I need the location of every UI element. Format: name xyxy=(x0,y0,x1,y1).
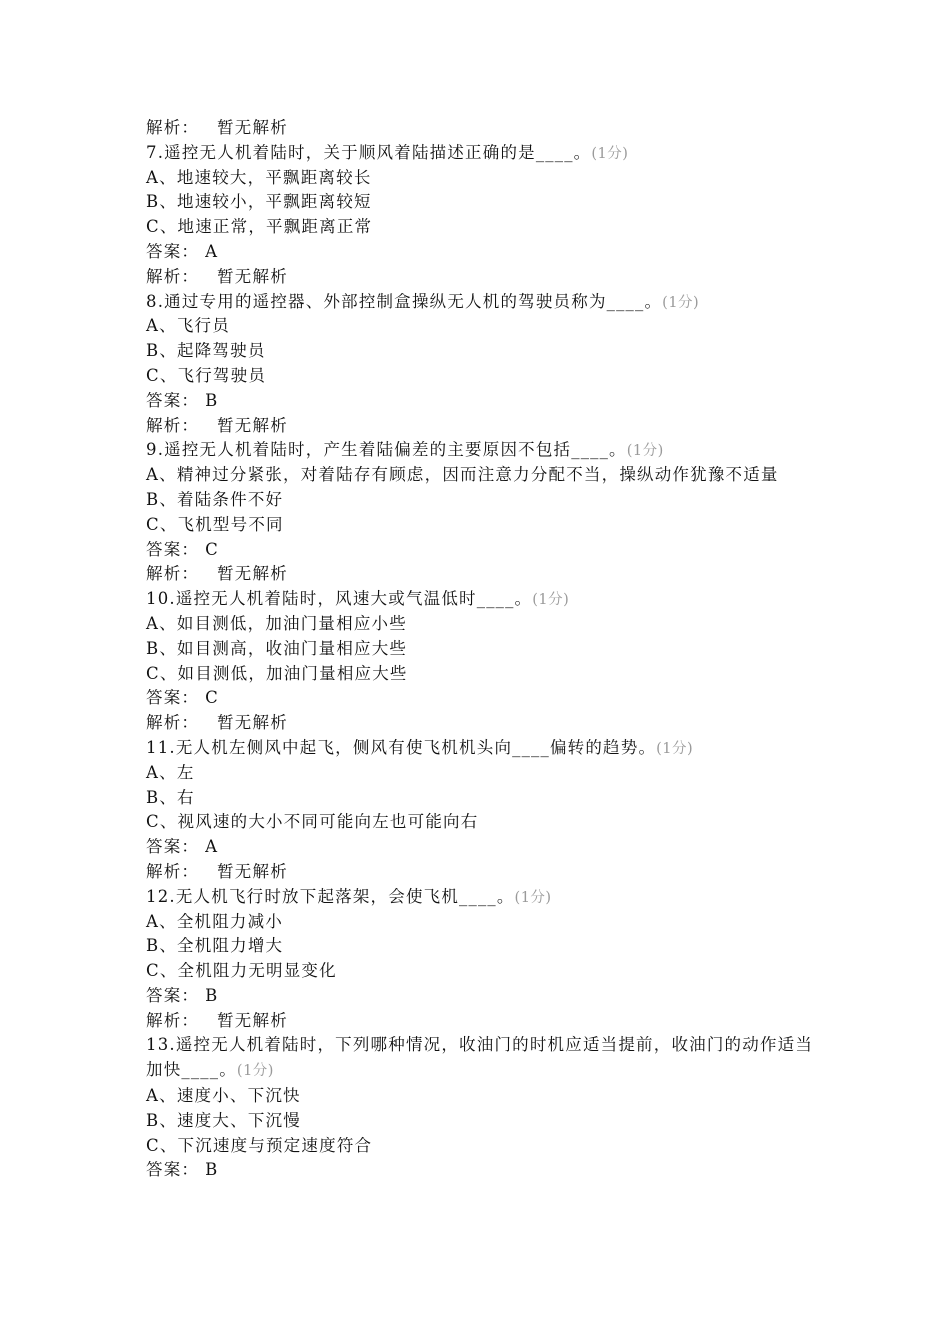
correct-answer xyxy=(146,538,816,563)
question-stem: 11.无人机左侧风中起飞，侧风有使飞机机头向____偏转的趋势。 xyxy=(146,737,657,757)
question-score: (1分) xyxy=(236,1063,274,1080)
answer-option: C、飞行驾驶员 xyxy=(146,365,267,385)
analysis-value: 暂无解析 xyxy=(217,713,288,733)
answer-option: A、全机阻力减小 xyxy=(146,911,284,931)
answer-label: 答案： xyxy=(146,1160,200,1180)
answer-option: B、着陆条件不好 xyxy=(146,489,284,509)
analysis-value: 暂无解析 xyxy=(217,861,288,881)
question-score: (1分) xyxy=(591,145,629,162)
answer-value: C xyxy=(205,688,219,708)
question-stem: 7.遥控无人机着陆时，关于顺风着陆描述正确的是____。 xyxy=(146,142,592,162)
answer-option: C、飞机型号不同 xyxy=(146,514,284,534)
analysis-value: 暂无解析 xyxy=(217,266,288,286)
analysis-value: 暂无解析 xyxy=(217,1010,288,1030)
analysis xyxy=(146,562,816,587)
question-score: (1分) xyxy=(662,294,700,311)
analysis-value: 暂无解析 xyxy=(217,564,288,584)
question-text xyxy=(146,885,816,910)
answer-value: A xyxy=(205,241,219,261)
analysis-label: 解析： xyxy=(146,266,200,286)
answer-label: 答案： xyxy=(146,241,200,261)
question-text xyxy=(146,736,816,761)
answer-option: C、视风速的大小不同可能向左也可能向右 xyxy=(146,812,479,832)
analysis xyxy=(146,116,816,141)
analysis xyxy=(146,414,816,439)
correct-answer xyxy=(146,835,816,860)
analysis xyxy=(146,1009,816,1034)
correct-answer xyxy=(146,389,816,414)
analysis-label: 解析： xyxy=(146,861,200,881)
question-text xyxy=(146,141,816,166)
correct-answer xyxy=(146,1158,816,1183)
question-text xyxy=(146,290,816,315)
analysis xyxy=(146,711,816,736)
question-stem: 8.通过专用的遥控器、外部控制盒操纵无人机的驾驶员称为____。 xyxy=(146,291,663,311)
question-stem: 12.无人机飞行时放下起落架，会使飞机____。 xyxy=(146,886,515,906)
question-score: (1分) xyxy=(514,889,552,906)
correct-answer xyxy=(146,240,816,265)
answer-option: A、左 xyxy=(146,762,195,782)
analysis-label: 解析： xyxy=(146,713,200,733)
answer-option: C、地速正常，平飘距离正常 xyxy=(146,217,373,237)
answer-label: 答案： xyxy=(146,837,200,857)
analysis-label: 解析： xyxy=(146,1010,200,1030)
answer-label: 答案： xyxy=(146,390,200,410)
answer-value: B xyxy=(205,1160,219,1180)
answer-option: B、起降驾驶员 xyxy=(146,341,266,361)
answer-label: 答案： xyxy=(146,985,200,1005)
correct-answer xyxy=(146,984,816,1009)
answer-option: A、速度小、下沉快 xyxy=(146,1086,301,1106)
question-stem: 13.遥控无人机着陆时，下列哪种情况，收油门的时机应适当提前，收油门的动作适当加快____。 xyxy=(146,1035,814,1080)
answer-option: A、地速较大，平飘距离较长 xyxy=(146,167,372,187)
answer-option: B、地速较小，平飘距离较短 xyxy=(146,192,372,212)
analysis-value: 暂无解析 xyxy=(217,118,288,137)
question-score: (1分) xyxy=(532,592,570,609)
answer-option: A、如目测低，加油门量相应小些 xyxy=(146,613,407,633)
answer-label: 答案： xyxy=(146,688,200,708)
document-page xyxy=(146,116,816,1183)
answer-value: C xyxy=(205,539,219,559)
answer-option: C、如目测低，加油门量相应大些 xyxy=(146,663,408,683)
answer-option: B、如目测高，收油门量相应大些 xyxy=(146,638,408,658)
analysis xyxy=(146,860,816,885)
question-score: (1分) xyxy=(656,740,694,757)
answer-label: 答案： xyxy=(146,539,200,559)
question-stem: 10.遥控无人机着陆时，风速大或气温低时____。 xyxy=(146,589,533,609)
question-text xyxy=(146,587,816,612)
analysis xyxy=(146,265,816,290)
answer-value: B xyxy=(205,390,219,410)
answer-option: C、全机阻力无明显变化 xyxy=(146,961,337,981)
answer-option: B、全机阻力增大 xyxy=(146,936,284,956)
answer-value: A xyxy=(205,837,219,857)
question-stem: 9.遥控无人机着陆时，产生着陆偏差的主要原因不包括____。 xyxy=(146,440,627,460)
answer-value: B xyxy=(205,985,219,1005)
question-score: (1分) xyxy=(626,443,664,460)
answer-option: B、速度大、下沉慢 xyxy=(146,1110,301,1130)
answer-option: C、下沉速度与预定速度符合 xyxy=(146,1135,373,1155)
analysis-label: 解析： xyxy=(146,415,200,435)
question-text xyxy=(146,1033,816,1084)
analysis-value: 暂无解析 xyxy=(217,415,288,435)
correct-answer xyxy=(146,686,816,711)
answer-option: A、飞行员 xyxy=(146,316,230,336)
analysis-label: 解析： xyxy=(146,118,200,137)
answer-option: B、右 xyxy=(146,787,195,807)
analysis-label: 解析： xyxy=(146,564,200,584)
answer-option: A、精神过分紧张，对着陆存有顾虑，因而注意力分配不当，操纵动作犹豫不适量 xyxy=(146,465,779,485)
question-text xyxy=(146,438,816,463)
